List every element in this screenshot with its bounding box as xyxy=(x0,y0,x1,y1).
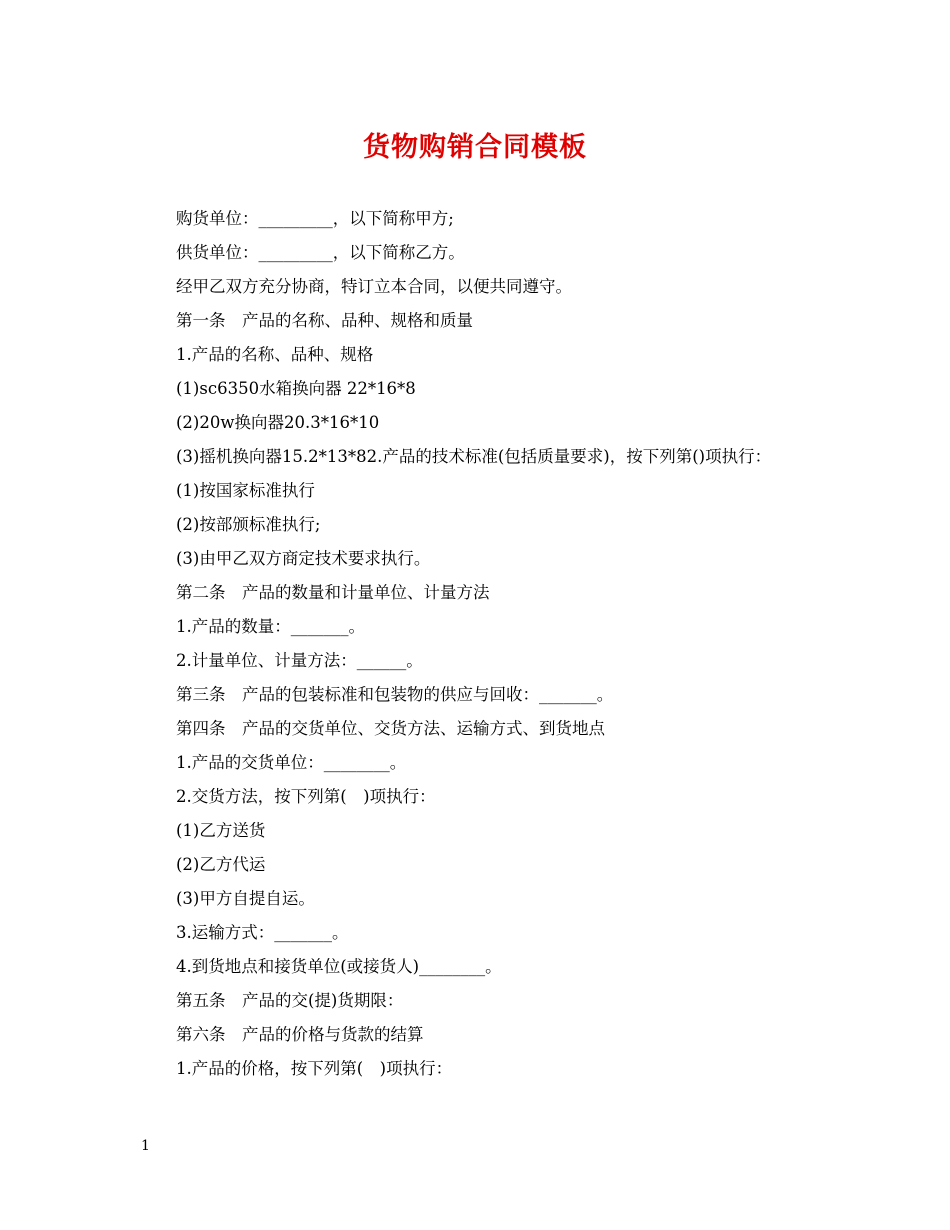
page-number: 1 xyxy=(141,1138,150,1154)
section-heading: 第三条 产品的包装标准和包装物的供应与回收：_______。 xyxy=(176,685,614,704)
list-item: (3)由甲乙双方商定技术要求执行。 xyxy=(176,549,431,568)
paragraph: 3.运输方式：_______。 xyxy=(176,923,349,942)
list-item: (1)按国家标准执行 xyxy=(176,481,315,500)
list-item: (3)甲方自提自运。 xyxy=(176,889,315,908)
section-heading: 第五条 产品的交(提)货期限： xyxy=(176,991,404,1010)
paragraph: 2.计量单位、计量方法：______。 xyxy=(176,651,423,670)
paragraph: 1.产品的交货单位：________。 xyxy=(176,753,407,772)
list-item: (2)20w换向器20.3*16*10 xyxy=(176,413,380,432)
document-body xyxy=(142,202,814,1086)
list-item: (3)摇机换向器15.2*13*82.产品的技术标准(包括质量要求)，按下列第()项执行： xyxy=(176,447,772,466)
paragraph: 1.产品的名称、品种、规格 xyxy=(176,345,374,364)
paragraph: 4.到货地点和接货单位(或接货人)________。 xyxy=(176,957,502,976)
paragraph: 1.产品的数量：_______。 xyxy=(176,617,365,636)
document-title: 货物购销合同模板 xyxy=(363,132,587,163)
list-item: (2)按部颁标准执行; xyxy=(176,515,321,534)
list-item: (1)sc6350水箱换向器 22*16*8 xyxy=(176,379,416,398)
paragraph: 经甲乙双方充分协商，特订立本合同，以便共同遵守。 xyxy=(176,277,572,296)
paragraph: 1.产品的价格，按下列第( )项执行： xyxy=(176,1059,453,1078)
section-heading: 第一条 产品的名称、品种、规格和质量 xyxy=(176,311,473,330)
paragraph: 购货单位：_________，以下简称甲方; xyxy=(176,209,454,228)
section-heading: 第四条 产品的交货单位、交货方法、运输方式、到货地点 xyxy=(176,719,605,738)
paragraph: 2.交货方法，按下列第( )项执行： xyxy=(176,787,436,806)
list-item: (1)乙方送货 xyxy=(176,821,266,840)
list-item: (2)乙方代运 xyxy=(176,855,266,874)
section-heading: 第二条 产品的数量和计量单位、计量方法 xyxy=(176,583,490,602)
section-heading: 第六条 产品的价格与货款的结算 xyxy=(176,1025,424,1044)
paragraph: 供货单位：_________，以下简称乙方。 xyxy=(176,243,465,262)
